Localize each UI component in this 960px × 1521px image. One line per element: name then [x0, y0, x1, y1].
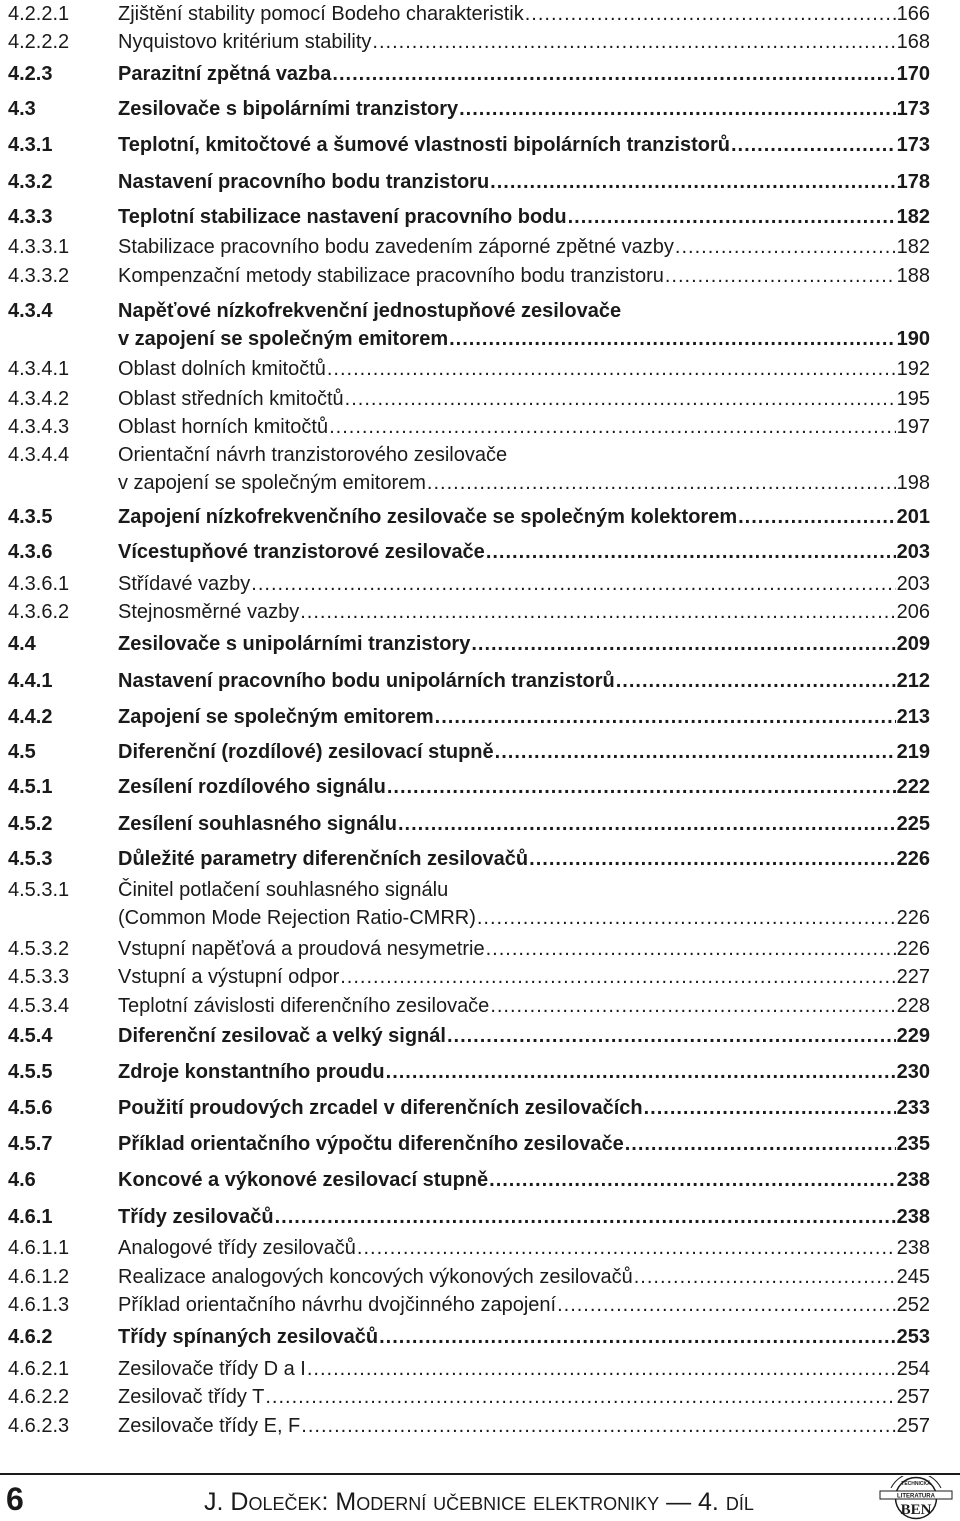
toc-entry — [8, 630, 930, 658]
toc-entry-number: 4.3.4.4 — [8, 444, 70, 466]
toc-entry-number: 4.5.5 — [8, 1061, 53, 1083]
toc-entry-page: 182 — [896, 206, 930, 228]
toc-entry-number: 4.4 — [8, 633, 36, 655]
toc-entry-page: 230 — [896, 1061, 930, 1083]
toc-entry — [8, 738, 930, 766]
toc-entry-title: Koncové a výkonové zesilovací stupně — [118, 1169, 489, 1191]
toc-entry-title: Zesilovače třídy D a I — [118, 1358, 306, 1380]
toc-entry-number: 4.3.3 — [8, 206, 53, 228]
toc-entry-page: 257 — [896, 1386, 930, 1408]
toc-entry-title: Parazitní zpětná vazba — [118, 63, 332, 85]
toc-entry-number: 4.6.1.3 — [8, 1294, 70, 1316]
toc-entry-page: 168 — [896, 31, 930, 53]
toc-entry — [8, 203, 930, 231]
toc-entry-title: Zapojení se společným emitorem — [118, 706, 434, 728]
toc-entry-title: Nastavení pracovního bodu unipolárních tranzistorů — [118, 670, 615, 692]
toc-dot-leader — [332, 60, 895, 88]
toc-entry-title: Zesílení souhlasného signálu — [118, 813, 397, 835]
toc-entry-number: 4.6.2.2 — [8, 1386, 70, 1408]
toc-dot-leader — [307, 1355, 896, 1383]
toc-dot-leader — [265, 1383, 895, 1411]
toc-entry-title: v zapojení se společným emitorem — [118, 328, 449, 350]
toc-entry-title: Diferenční zesilovač a velký signál — [118, 1025, 446, 1047]
toc-entry — [8, 28, 930, 56]
toc-dot-leader — [357, 1234, 896, 1262]
toc-entry-number: 4.3.3.1 — [8, 236, 70, 258]
toc-entry-page: 209 — [896, 633, 930, 655]
toc-entry-number: 4.5.2 — [8, 813, 53, 835]
toc-entry-number: 4.5.3 — [8, 848, 53, 870]
toc-entry-page: 226 — [896, 848, 930, 870]
toc-entry-title: Oblast středních kmitočtů — [118, 388, 344, 410]
toc-entry-page: 190 — [896, 328, 930, 350]
toc-dot-leader — [529, 845, 895, 873]
toc-entry-title: Stejnosměrné vazby — [118, 601, 300, 623]
toc-entry — [8, 667, 930, 695]
toc-entry-title: Oblast horních kmitočtů — [118, 416, 329, 438]
toc-dot-leader — [327, 355, 896, 383]
toc-entry-number: 4.5.7 — [8, 1133, 53, 1155]
toc-entry-number: 4.3.1 — [8, 134, 53, 156]
toc-dot-leader — [251, 570, 895, 598]
toc-entry-number: 4.5.1 — [8, 776, 53, 798]
toc-entry-page: 203 — [896, 573, 930, 595]
logo-text-top: TECHNICKÁ — [901, 1481, 931, 1487]
toc-dot-leader — [398, 810, 896, 838]
toc-entry — [8, 598, 930, 626]
toc-dot-leader — [644, 1094, 896, 1122]
toc-entry-number: 4.3.6.1 — [8, 573, 70, 595]
toc-entry-number: 4.2.3 — [8, 63, 53, 85]
toc-dot-leader — [386, 1058, 896, 1086]
toc-entry — [8, 992, 930, 1020]
toc-entry-page: 227 — [896, 966, 930, 988]
toc-entry-number: 4.6.2 — [8, 1326, 53, 1348]
toc-entry-number: 4.5.4 — [8, 1025, 53, 1047]
toc-entry — [8, 935, 930, 963]
toc-entry-title: Zdroje konstantního proudu — [118, 1061, 385, 1083]
toc-dot-leader — [495, 738, 896, 766]
toc-entry-page: 212 — [896, 670, 930, 692]
toc-entry-page: 226 — [896, 907, 930, 929]
toc-entry-number: 4.3.4 — [8, 300, 53, 322]
toc-entry — [8, 1022, 930, 1050]
toc-entry — [8, 0, 930, 28]
toc-entry-number: 4.6.2.1 — [8, 1358, 70, 1380]
toc-dot-leader — [568, 203, 896, 231]
toc-entry-page: 219 — [896, 741, 930, 763]
toc-entry — [8, 503, 930, 531]
toc-entry — [8, 297, 930, 353]
toc-entry-number: 4.6.1.2 — [8, 1266, 70, 1288]
toc-dot-leader — [616, 667, 896, 695]
toc-entry-page: 188 — [896, 265, 930, 287]
toc-dot-leader — [379, 1323, 896, 1351]
toc-entry — [8, 441, 930, 497]
toc-entry-page: 245 — [896, 1266, 930, 1288]
toc-entry-page: 166 — [896, 3, 930, 25]
toc-dot-leader — [459, 95, 896, 123]
toc-entry — [8, 773, 930, 801]
footer-divider — [0, 1473, 960, 1475]
toc-entry-title: Analogové třídy zesilovačů — [118, 1237, 356, 1259]
toc-entry-page: 195 — [896, 388, 930, 410]
toc-entry-title: Střídavé vazby — [118, 573, 251, 595]
toc-entry-page: 229 — [896, 1025, 930, 1047]
toc-entry — [8, 963, 930, 991]
toc-entry-page: 173 — [896, 134, 930, 156]
toc-entry-number: 4.6.2.3 — [8, 1415, 70, 1437]
toc-entry-number: 4.3.4.1 — [8, 358, 70, 380]
toc-dot-leader — [340, 963, 895, 991]
toc-entry-number: 4.5.6 — [8, 1097, 53, 1119]
toc-entry-title: Realizace analogových koncových výkonových zesilovačů — [118, 1266, 633, 1288]
toc-entry-title: Zesílení rozdílového signálu — [118, 776, 386, 798]
logo-text-bottom: BEN — [900, 1502, 932, 1518]
toc-dot-leader — [477, 904, 896, 932]
toc-entry — [8, 1412, 930, 1440]
toc-entry-number: 4.5.3.1 — [8, 879, 70, 901]
toc-entry-page: 238 — [896, 1237, 930, 1259]
toc-entry-title: Příklad orientačního výpočtu diferenčního zesilovače — [118, 1133, 624, 1155]
toc-entry-page: 225 — [896, 813, 930, 835]
toc-dot-leader — [675, 233, 896, 261]
toc-entry-number: 4.2.2.1 — [8, 3, 70, 25]
toc-dot-leader — [490, 992, 895, 1020]
toc-dot-leader — [738, 503, 896, 531]
toc-entry-number: 4.3.2 — [8, 171, 53, 193]
logo-text-mid: LITERATURA — [897, 1493, 935, 1500]
toc-entry-title: Teplotní, kmitočtové a šumové vlastnosti bipolárních tranzistorů — [118, 134, 730, 156]
toc-dot-leader — [372, 28, 895, 56]
toc-dot-leader — [557, 1291, 896, 1319]
toc-entry-title: Zesilovače s unipolárními tranzistory — [118, 633, 471, 655]
toc-entry-title: Nastavení pracovního bodu tranzistoru — [118, 171, 490, 193]
toc-entry-page: 201 — [896, 506, 930, 528]
toc-entry — [8, 570, 930, 598]
toc-entry-number: 4.6.1 — [8, 1206, 53, 1228]
toc-entry-page: 233 — [896, 1097, 930, 1119]
toc-entry — [8, 95, 930, 123]
toc-entry-number: 4.3.5 — [8, 506, 53, 528]
toc-entry-title: Zjištění stability pomocí Bodeho charakteristik — [118, 3, 524, 25]
toc-dot-leader — [387, 773, 896, 801]
toc-dot-leader — [490, 168, 895, 196]
toc-entry-number: 4.6 — [8, 1169, 36, 1191]
toc-entry-page: 203 — [896, 541, 930, 563]
toc-entry — [8, 233, 930, 261]
toc-entry — [8, 355, 930, 383]
toc-entry-page: 253 — [896, 1326, 930, 1348]
toc-entry-title: Nyquistovo kritérium stability — [118, 31, 372, 53]
toc-entry-page: 254 — [896, 1358, 930, 1380]
toc-entry-page: 192 — [896, 358, 930, 380]
toc-dot-leader — [300, 598, 895, 626]
toc-entry-number: 4.5.3.4 — [8, 995, 70, 1017]
toc-entry-page: 235 — [896, 1133, 930, 1155]
toc-entry-number: 4.6.1.1 — [8, 1237, 70, 1259]
toc-entry-title: (Common Mode Rejection Ratio-CMRR) — [118, 907, 476, 929]
toc-entry-number: 4.3.6 — [8, 541, 53, 563]
toc-entry-number: 4.4.2 — [8, 706, 53, 728]
toc-entry — [8, 1323, 930, 1351]
toc-entry-number: 4.2.2.2 — [8, 31, 70, 53]
toc-dot-leader — [427, 469, 896, 497]
toc-entry — [8, 1166, 930, 1194]
toc-entry — [8, 168, 930, 196]
toc-entry-page: 170 — [896, 63, 930, 85]
toc-entry-title: Důležité parametry diferenčních zesilovačů — [118, 848, 529, 870]
toc-entry-number: 4.3.4.3 — [8, 416, 70, 438]
toc-entry-title: Zesilovač třídy T — [118, 1386, 265, 1408]
toc-entry — [8, 1094, 930, 1122]
toc-entry-number: 4.3 — [8, 98, 36, 120]
toc-entry — [8, 385, 930, 413]
toc-entry — [8, 810, 930, 838]
toc-entry-page: 213 — [896, 706, 930, 728]
toc-dot-leader — [625, 1130, 896, 1158]
toc-entry — [8, 703, 930, 731]
toc-entry-title: Třídy spínaných zesilovačů — [118, 1326, 379, 1348]
book-title: J. Doleček: Moderní učebnice elektroniky — 4. díl — [204, 1488, 754, 1516]
page-number: 6 — [6, 1481, 24, 1517]
toc-dot-leader — [447, 1022, 896, 1050]
toc-entry — [8, 1203, 930, 1231]
toc-entry-title: Zesilovače třídy E, F — [118, 1415, 301, 1437]
toc-entry-number: 4.4.1 — [8, 670, 53, 692]
toc-entry-number: 4.3.6.2 — [8, 601, 70, 623]
toc-entry-title: Oblast dolních kmitočtů — [118, 358, 326, 380]
toc-entry-title: Teplotní závislosti diferenčního zesilovače — [118, 995, 490, 1017]
toc-dot-leader — [489, 1166, 895, 1194]
toc-entry — [8, 1291, 930, 1319]
toc-entry-page: 226 — [896, 938, 930, 960]
toc-entry-title: v zapojení se společným emitorem — [118, 472, 426, 494]
toc-entry — [8, 262, 930, 290]
toc-entry-title: Třídy zesilovačů — [118, 1206, 274, 1228]
toc-entry-page: 228 — [896, 995, 930, 1017]
toc-entry-title: Zapojení nízkofrekvenčního zesilovače se společným kolektorem — [118, 506, 738, 528]
toc-entry-number: 4.5.3.3 — [8, 966, 70, 988]
toc-entry-title: Orientační návrh tranzistorového zesilovače — [118, 444, 508, 466]
toc-entry — [8, 60, 930, 88]
toc-dot-leader — [525, 0, 896, 28]
toc-entry-title: Vstupní napěťová a proudová nesymetrie — [118, 938, 485, 960]
toc-entry-title: Použití proudových zrcadel v diferenčních zesilovačích — [118, 1097, 643, 1119]
toc-dot-leader — [329, 413, 896, 441]
toc-entry-title: Stabilizace pracovního bodu zavedením záporné zpětné vazby — [118, 236, 674, 258]
toc-dot-leader — [731, 131, 896, 159]
toc-entry-number: 4.3.4.2 — [8, 388, 70, 410]
toc-entry-title: Vícestupňové tranzistorové zesilovače — [118, 541, 485, 563]
toc-entry — [8, 413, 930, 441]
toc-entry-page: 252 — [896, 1294, 930, 1316]
toc-dot-leader — [486, 935, 896, 963]
toc-entry-title: Vstupní a výstupní odpor — [118, 966, 340, 988]
toc-entry-title: Činitel potlačení souhlasného signálu — [118, 879, 449, 901]
toc-entry — [8, 1058, 930, 1086]
toc-dot-leader — [486, 538, 896, 566]
toc-dot-leader — [301, 1412, 895, 1440]
toc-entry — [8, 1130, 930, 1158]
toc-entry-title: Kompenzační metody stabilizace pracovního bodu tranzistoru — [118, 265, 664, 287]
toc-entry-page: 238 — [896, 1169, 930, 1191]
toc-entry — [8, 845, 930, 873]
toc-entry-number: 4.3.3.2 — [8, 265, 70, 287]
toc-entry — [8, 1355, 930, 1383]
publisher-logo — [877, 1476, 955, 1520]
toc-entry-page: 178 — [896, 171, 930, 193]
toc-dot-leader — [634, 1263, 896, 1291]
toc-entry-page: 198 — [896, 472, 930, 494]
toc-entry-number: 4.5.3.2 — [8, 938, 70, 960]
toc-entry-number: 4.5 — [8, 741, 36, 763]
toc-entry-page: 173 — [896, 98, 930, 120]
toc-dot-leader — [471, 630, 895, 658]
toc-dot-leader — [275, 1203, 896, 1231]
toc-entry-title: Zesilovače s bipolárními tranzistory — [118, 98, 459, 120]
toc-entry — [8, 1234, 930, 1262]
toc-entry-title: Teplotní stabilizace nastavení pracovního bodu — [118, 206, 567, 228]
toc-entry-page: 238 — [896, 1206, 930, 1228]
toc-entry-page: 182 — [896, 236, 930, 258]
toc-entry — [8, 876, 930, 932]
toc-entry-page: 257 — [896, 1415, 930, 1437]
toc-entry-title: Napěťové nízkofrekvenční jednostupňové zesilovače — [118, 300, 622, 322]
toc-entry — [8, 538, 930, 566]
toc-dot-leader — [435, 703, 896, 731]
toc-dot-leader — [449, 325, 896, 353]
toc-entry — [8, 1383, 930, 1411]
toc-entry — [8, 131, 930, 159]
toc-entry-page: 197 — [896, 416, 930, 438]
toc-entry-title: Diferenční (rozdílové) zesilovací stupně — [118, 741, 494, 763]
toc-dot-leader — [665, 262, 896, 290]
toc-dot-leader — [345, 385, 896, 413]
toc-entry — [8, 1263, 930, 1291]
toc-entry-title: Příklad orientačního návrhu dvojčinného zapojení — [118, 1294, 557, 1316]
toc-entry-page: 222 — [896, 776, 930, 798]
toc-entry-page: 206 — [896, 601, 930, 623]
